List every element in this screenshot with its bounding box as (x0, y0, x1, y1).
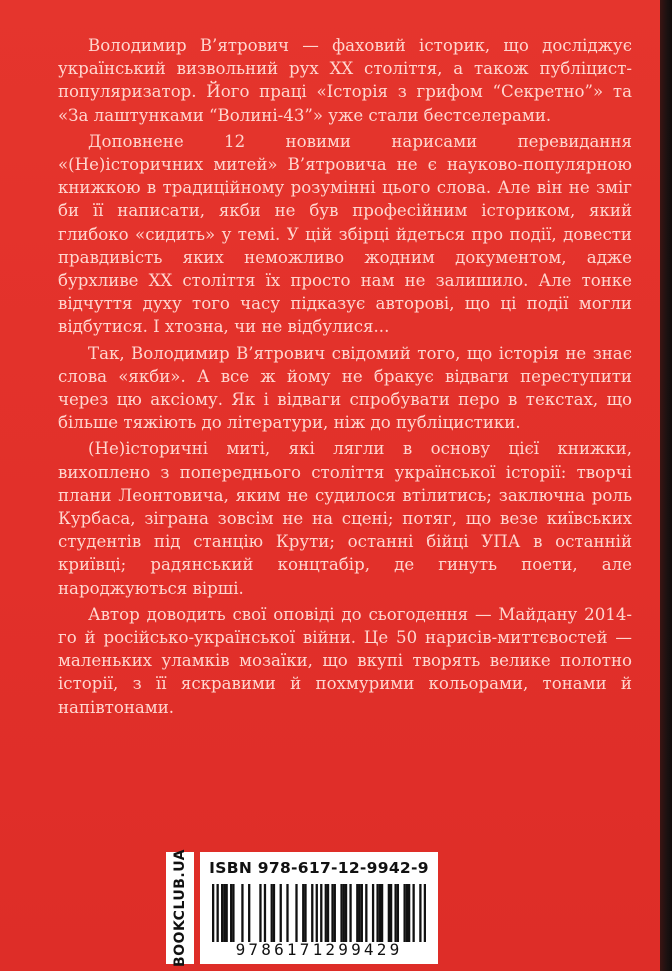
barcode-bar (264, 884, 266, 942)
barcode-bar (271, 884, 273, 942)
barcode-bar (320, 884, 322, 942)
barcode-icon (212, 884, 426, 942)
barcode-bar (302, 884, 304, 942)
barcode-bar (241, 884, 243, 942)
barcode-bar (394, 884, 396, 942)
barcode-bar (390, 884, 392, 942)
paragraph: Автор доводить свої оповіді до сьогодення — Майдану 2014-го й російсько-української війни. Це 50 нарисів-миттєвостей — маленьких уламків мозаїки, що вкупі творять велике полотно історії, з її яскравими й похмурими кольорами, тонами й напівтонами. (58, 604, 632, 717)
barcode-bar (325, 884, 327, 942)
publisher-site-text: BOOKCLUB.UA (172, 848, 188, 968)
barcode-bar (280, 884, 282, 942)
barcode-bar (331, 884, 333, 942)
barcode-bar (273, 884, 275, 942)
barcode-bar (259, 884, 261, 942)
barcode-bar (217, 884, 219, 942)
barcode-bar (403, 884, 405, 942)
book-edge (660, 0, 672, 971)
barcode-bar (412, 884, 414, 942)
barcode-bar (316, 884, 318, 942)
barcode-bar (232, 884, 234, 942)
barcode-bar (361, 884, 363, 942)
barcode-bar (388, 884, 390, 942)
barcode-bar (419, 884, 421, 942)
barcode-bar (406, 884, 408, 942)
barcode-bar (327, 884, 329, 942)
annotation-text (58, 34, 632, 722)
isbn-barcode (200, 852, 438, 964)
barcode-bar (397, 884, 399, 942)
barcode-digits: 9786171299429 (235, 940, 403, 959)
barcode-bar (349, 884, 351, 942)
isbn-label: ISBN 978-617-12-9942-9 (209, 859, 429, 877)
paragraph: (Не)історичні миті, які лягли в основу цієї книжки, вихоплено з попереднього століття української історії: творчі плани Леонтовича, яким не судилося втілитись; заключна роль Курбаса, зіграна зовсім не на сцені; потяг, що везе київських студентів під станцію Крути; останні бійці УПА в останній криївці; радянський концтабір, де гинуть поети, але народжуються вірші. (58, 439, 632, 598)
barcode-block (166, 848, 438, 968)
paragraph: Володимир В’ятрович — фаховий історик, що досліджує український визвольний рух XX століття, а також публіцист-популяризатор. Його праці «Історія з грифом “Секретно”» та «За лаштунками “Волині-43”» уже стали бестселерами. (58, 36, 632, 125)
barcode-bar (343, 884, 345, 942)
barcode-bar (230, 884, 232, 942)
paragraph: Так, Володимир В’ятрович свідомий того, що історія не знає слова «якби». А все ж йому не бракує відваги переступити через цю аксіому. Як і відваги спробувати перо в текстах, що більше тяжіють до літератури, ніж до публіцистики. (58, 343, 632, 433)
barcode-bar (372, 884, 374, 942)
barcode-bar (248, 884, 250, 942)
barcode-bar (381, 884, 383, 942)
barcode-bar (340, 884, 342, 942)
barcode-bar (311, 884, 313, 942)
barcode-bar (376, 884, 378, 942)
barcode-bar (286, 884, 288, 942)
barcode-bar (424, 884, 426, 942)
barcode-bar (365, 884, 367, 942)
barcode-bar (334, 884, 336, 942)
barcode-bar (356, 884, 358, 942)
barcode-bar (226, 884, 228, 942)
barcode-bar (212, 884, 214, 942)
barcode-bar (379, 884, 381, 942)
barcode-bar (304, 884, 306, 942)
barcode-bar (221, 884, 223, 942)
publisher-site-label (166, 848, 194, 968)
barcode-bar (408, 884, 410, 942)
paragraph: Доповнене 12 новими нарисами перевидання «(Не)історичних митей» В’ятровича не є науково-популярною книжкою в традиційному розумінні цього слова. Але він не зміг би її написати, якби не був професійним істориком, який глибоко «сидить» у темі. У цій збірці йдеться про події, довести правдивість яких неможливо жодним документом, адже бурхливе XX століття їх просто нам не залишило. Але тонке відчуття духу того часу підказує авторові, що ці події могли відбутися. І хтозна, чи не відбулися... (58, 131, 632, 337)
barcode-bar (358, 884, 360, 942)
barcode-bar (345, 884, 347, 942)
barcode-bar (295, 884, 297, 942)
barcode-bar (223, 884, 225, 942)
